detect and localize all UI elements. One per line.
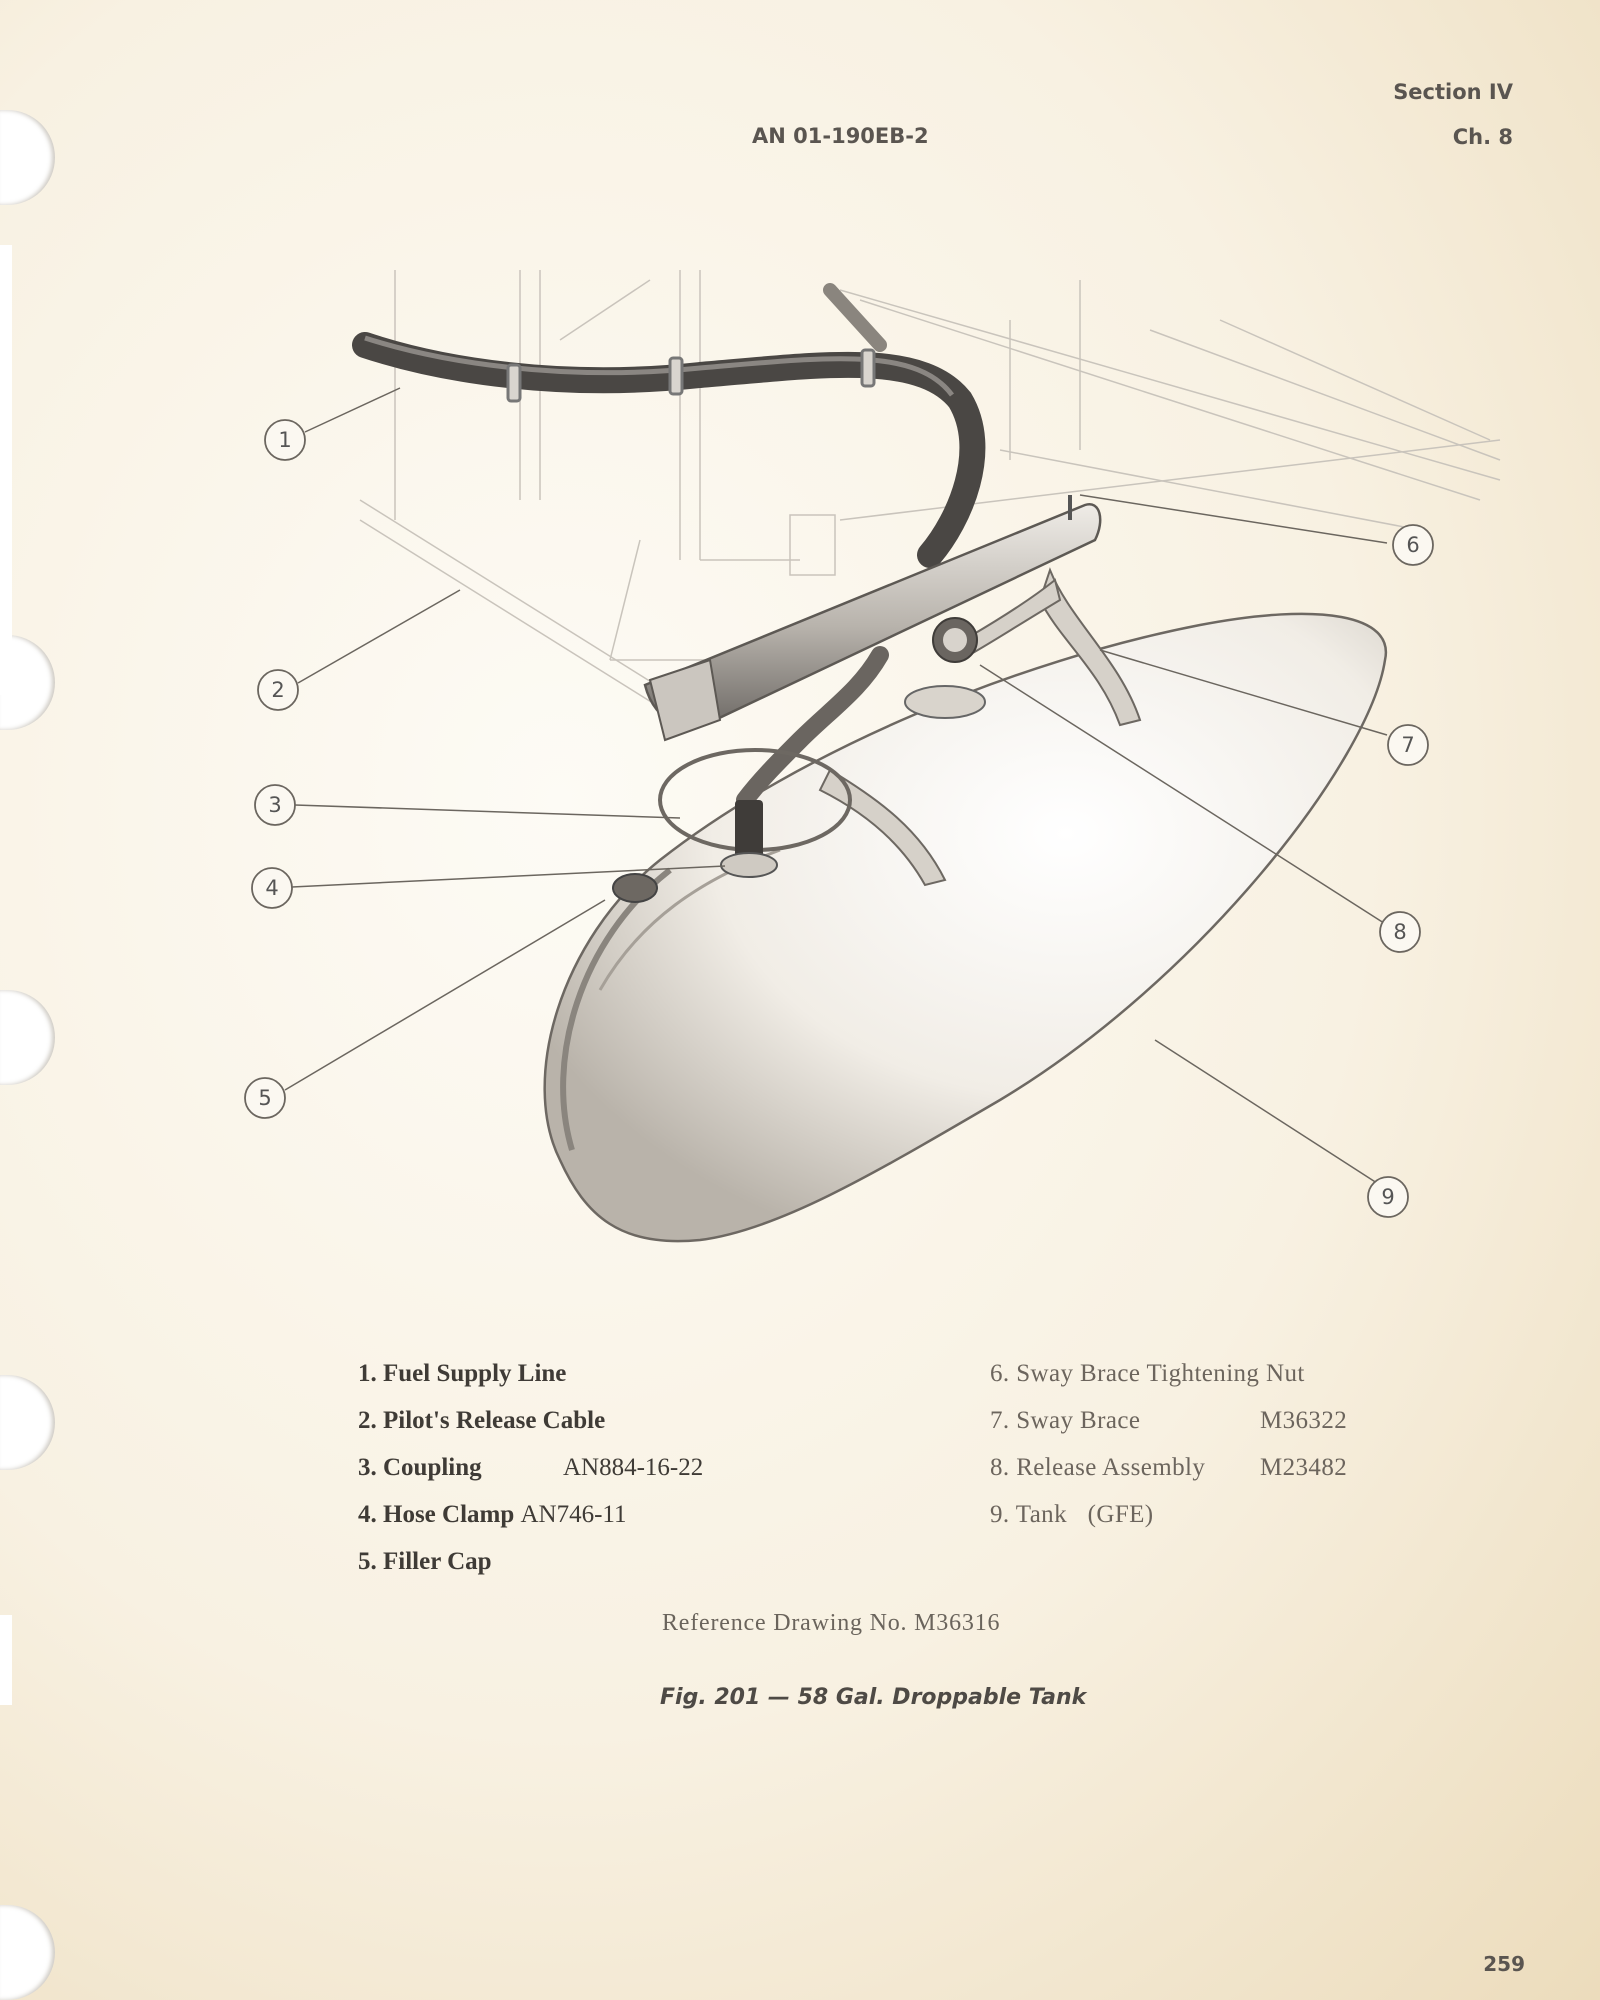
filler-cap	[613, 874, 657, 902]
page-number: 259	[1483, 1952, 1525, 1976]
legend-item-6	[990, 1360, 1305, 1388]
callout-number: 3	[268, 793, 282, 817]
legend-item-4	[358, 1501, 627, 1529]
reference-drawing: Reference Drawing No. M36316	[662, 1610, 1001, 1636]
callout-number: 4	[265, 876, 279, 900]
legend-name: Sway Brace	[1016, 1407, 1141, 1434]
legend-number: 4.	[358, 1501, 377, 1528]
legend-number: 8.	[990, 1454, 1010, 1481]
legend-item-5	[358, 1548, 492, 1576]
callout-number: 7	[1401, 733, 1415, 757]
callout-7	[1388, 725, 1428, 765]
legend-name: Hose Clamp	[383, 1501, 515, 1528]
legend-name: Pilot's Release Cable	[383, 1407, 606, 1434]
legend-name: Fuel Supply Line	[383, 1360, 567, 1387]
legend-part-number: AN884-16-22	[563, 1454, 704, 1481]
callout-4	[252, 868, 292, 908]
legend-part-number: AN746-11	[520, 1501, 627, 1528]
callout-number: 6	[1406, 533, 1420, 557]
legend-number: 5.	[358, 1548, 377, 1575]
chapter-label: Ch. 8	[1452, 125, 1513, 149]
callout-8	[1380, 912, 1420, 952]
figure-caption: Fig. 201 — 58 Gal. Droppable Tank	[660, 1685, 1087, 1710]
hose-clamp	[721, 853, 777, 877]
document-id: AN 01-190EB-2	[752, 124, 929, 148]
legend-item-9	[990, 1501, 1154, 1529]
legend-item-7	[990, 1407, 1348, 1435]
callout-number: 5	[258, 1086, 272, 1110]
legend-item-2	[358, 1407, 605, 1435]
legend-item-8	[990, 1454, 1348, 1482]
legend-name: Tank	[1015, 1501, 1067, 1528]
legend-name: Coupling	[383, 1454, 482, 1481]
legend-number: 1.	[358, 1360, 377, 1387]
callout-1	[265, 420, 305, 460]
legend-number: 6.	[990, 1360, 1010, 1387]
callout-number: 8	[1393, 920, 1407, 944]
legend-name: Sway Brace Tightening Nut	[1016, 1360, 1305, 1387]
callout-number: 9	[1381, 1185, 1395, 1209]
callout-3	[255, 785, 295, 825]
legend-name: Filler Cap	[383, 1548, 492, 1575]
legend-part-number: M23482	[1260, 1454, 1348, 1481]
legend-number: 2.	[358, 1407, 377, 1434]
callout-5	[245, 1078, 285, 1118]
callout-9	[1368, 1177, 1408, 1217]
legend-number: 3.	[358, 1454, 377, 1481]
callout-number: 2	[271, 678, 285, 702]
legend-part-number: (GFE)	[1087, 1501, 1154, 1528]
legend-name: Release Assembly	[1016, 1454, 1206, 1481]
legend-item-3	[358, 1454, 704, 1482]
legend-number: 9.	[990, 1501, 1010, 1528]
legend-item-1	[358, 1360, 566, 1388]
coupling	[735, 800, 763, 860]
callout-6	[1393, 525, 1433, 565]
callout-2	[258, 670, 298, 710]
legend-part-number: M36322	[1260, 1407, 1348, 1434]
section-label: Section IV	[1393, 80, 1513, 104]
callout-number: 1	[278, 428, 292, 452]
legend-number: 7.	[990, 1407, 1010, 1434]
